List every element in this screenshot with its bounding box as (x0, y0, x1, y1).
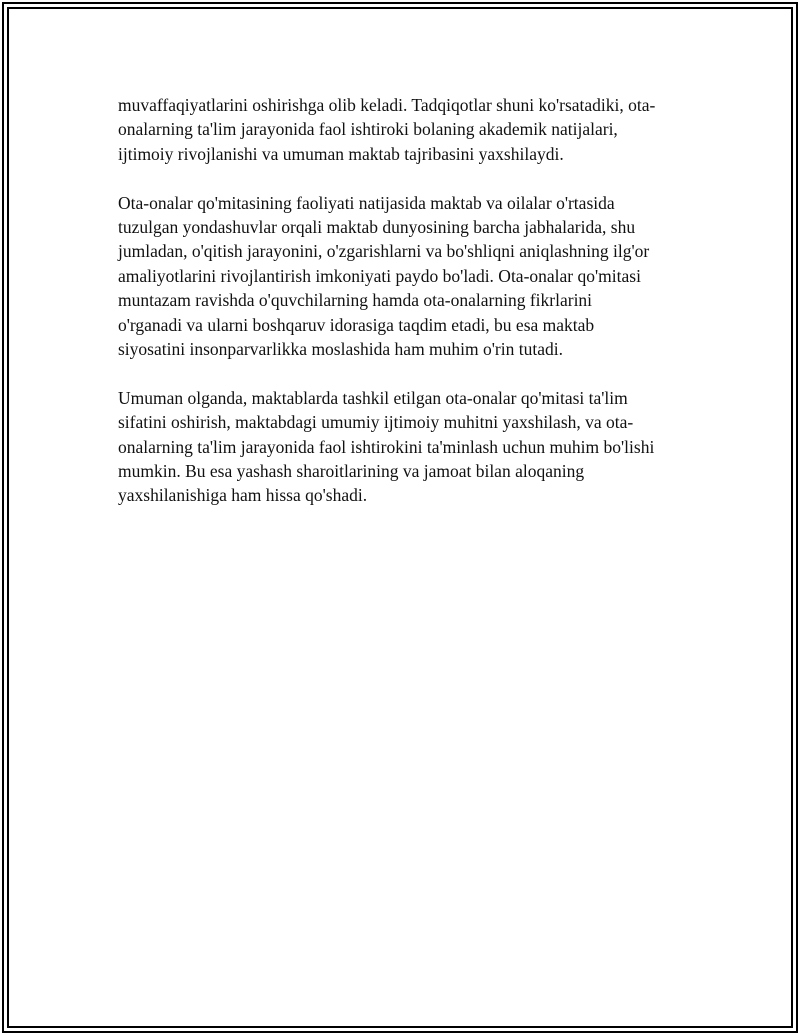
paragraph-3: Umuman olganda, maktablarda tashkil etilgan ota-onalar qo'mitasi ta'lim sifatini oshirish, maktabdagi umumiy ijtimoiy muhitni yaxshilash, va ota- onalarning ta'lim jarayonida faol ishtirokini ta'minlash uchun muhim bo'lishi mumkin. Bu esa yashash sharoitlarining va jamoat bilan aloqaning yaxshilanishiga ham hissa qo'shadi. (118, 387, 655, 506)
document-body (118, 93, 693, 532)
paragraph-1: muvaffaqiyatlarini oshirishga olib keladi. Tadqiqotlar shuni ko'rsatadiki, ota- onalarning ta'lim jarayonida faol ishtiroki bolaning akademik natijalari, ijtimoiy rivojlanishi va umuman maktab tajribasini yaxshilaydi. (118, 95, 656, 164)
paragraph-2: Ota-onalar qo'mitasining faoliyati natijasida maktab va oilalar o'rtasida tuzulgan yondashuvlar orqali maktab dunyosining barcha jabhalarida, shu jumladan, o'qitish jarayonini, o'zgarishlarni va bo'shliqni aniqlashning ilg'or amaliyotlarini rivojlantirish imkoniyati paydo bo'ladi. Ota-onalar qo'mitasi muntazam ravishda o'quvchilarning hamda ota-onalarning fikrlarini o'rganadi va ularni boshqaruv idorasiga taqdim etadi, bu esa maktab siyosatini insonparvarlikka moslashida ham muhim o'rin tutadi. (118, 192, 650, 360)
